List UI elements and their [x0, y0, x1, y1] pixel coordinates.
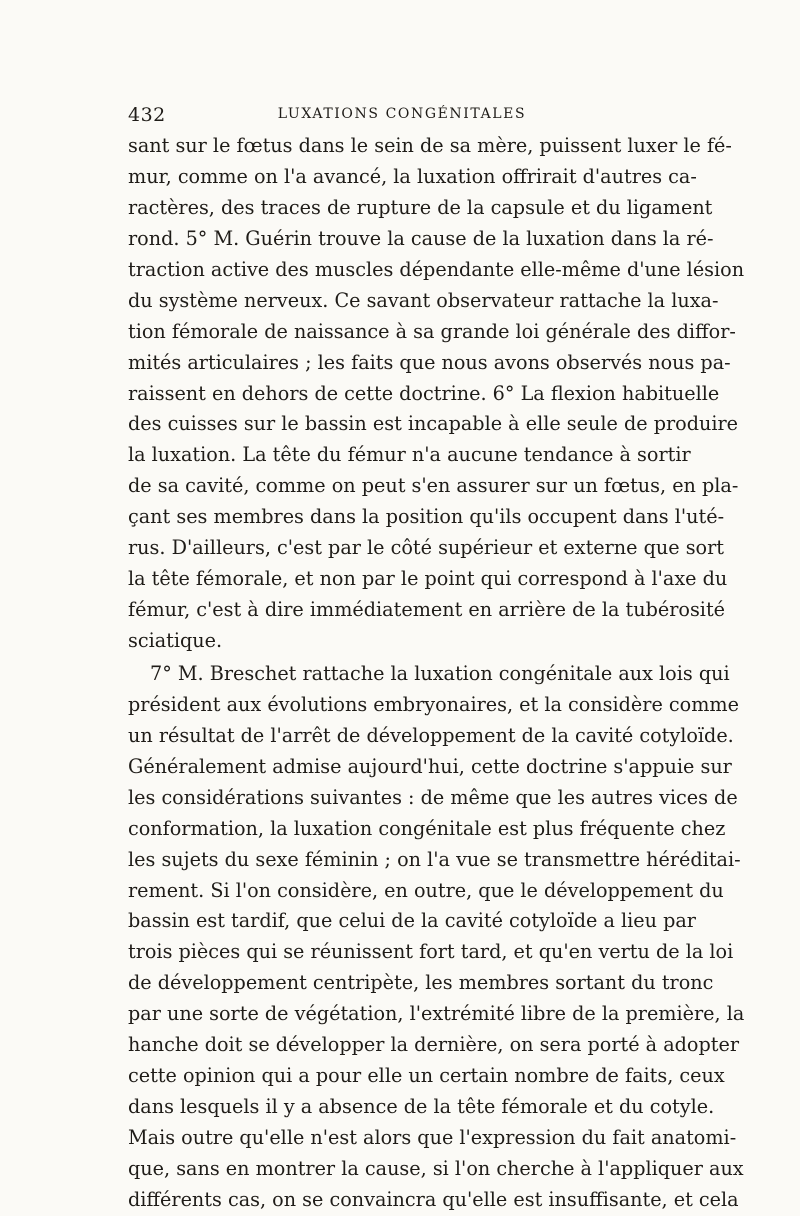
text-line: de sa cavité, comme on peut s'en assurer sur un fœtus, en pla-: [128, 474, 739, 498]
text-line: hanche doit se développer la dernière, on sera porté à adopter: [128, 1033, 739, 1057]
text-line: dans lesquels il y a absence de la tête fémorale et du cotyle.: [128, 1095, 715, 1119]
text-line: différents cas, on se convaincra qu'elle est insuffisante, et cela: [128, 1187, 739, 1211]
text-line: conformation, la luxation congénitale est plus fréquente chez: [128, 816, 726, 840]
page-number: 432: [128, 104, 166, 126]
text-line: Mais outre qu'elle n'est alors que l'expression du fait anatomi-: [128, 1126, 737, 1149]
text-line: de développement centripète, les membres sortant du tronc: [128, 971, 714, 995]
text-line: les sujets du sexe féminin ; on l'a vue se transmettre héréditai-: [128, 847, 741, 871]
running-title: LUXATIONS CONGÉNITALES: [277, 106, 527, 122]
text-line: trois pièces qui se réunissent fort tard, et qu'en vertu de la loi: [128, 940, 734, 964]
text-line: mur, comme on l'a avancé, la luxation offrirait d'autres ca-: [128, 164, 697, 188]
text-line: traction active des muscles dépendante elle-même d'une lésion: [128, 257, 745, 281]
text-line: Généralement admise aujourd'hui, cette doctrine s'appuie sur: [128, 754, 732, 778]
text-line: çant ses membres dans la position qu'ils occupent dans l'uté-: [128, 505, 725, 529]
text-line: rond. 5° M. Guérin trouve la cause de la luxation dans la ré-: [128, 226, 714, 250]
text-line: sciatique.: [128, 629, 223, 652]
text-line: raissent en dehors de cette doctrine. 6° La flexion habituelle: [128, 381, 720, 405]
text-line: tion fémorale de naissance à sa grande loi générale des diffor-: [128, 319, 736, 343]
text-line: 7° M. Breschet rattache la luxation congénitale aux lois qui: [150, 661, 730, 685]
text-line: du système nerveux. Ce savant observateur rattache la luxa-: [128, 288, 719, 312]
text-line: rus. D'ailleurs, c'est par le côté supérieur et externe que sort: [128, 536, 724, 560]
text-line: la tête fémorale, et non par le point qui correspond à l'axe du: [128, 567, 728, 591]
page-header: [128, 104, 676, 126]
text-line: rement. Si l'on considère, en outre, que le développement du: [128, 878, 724, 902]
text-line: mités articulaires ; les faits que nous avons observés nous pa-: [128, 350, 731, 374]
text-line: fémur, c'est à dire immédiatement en arrière de la tubérosité: [128, 598, 726, 622]
text-line: que, sans en montrer la cause, si l'on cherche à l'appliquer aux: [128, 1156, 744, 1180]
paragraph: [128, 131, 745, 657]
text-line: président aux évolutions embryonaires, et la considère comme: [128, 692, 739, 716]
body-text: [128, 131, 745, 1216]
paragraph: [128, 659, 745, 1216]
text-line: des cuisses sur le bassin est incapable à elle seule de produire: [128, 412, 738, 436]
text-line: ractères, des traces de rupture de la capsule et du ligament: [128, 195, 713, 219]
text-line: un résultat de l'arrêt de développement de la cavité cotyloïde.: [128, 723, 734, 747]
text-line: cette opinion qui a pour elle un certain nombre de faits, ceux: [128, 1064, 725, 1088]
text-line: les considérations suivantes : de même que les autres vices de: [128, 785, 738, 809]
text-line: la luxation. La tête du fémur n'a aucune tendance à sortir: [128, 443, 691, 467]
text-line: sant sur le fœtus dans le sein de sa mère, puissent luxer le fé-: [128, 134, 732, 157]
text-line: par une sorte de végétation, l'extrémité libre de la première, la: [128, 1002, 745, 1026]
text-line: bassin est tardif, que celui de la cavité cotyloïde a lieu par: [128, 909, 696, 933]
